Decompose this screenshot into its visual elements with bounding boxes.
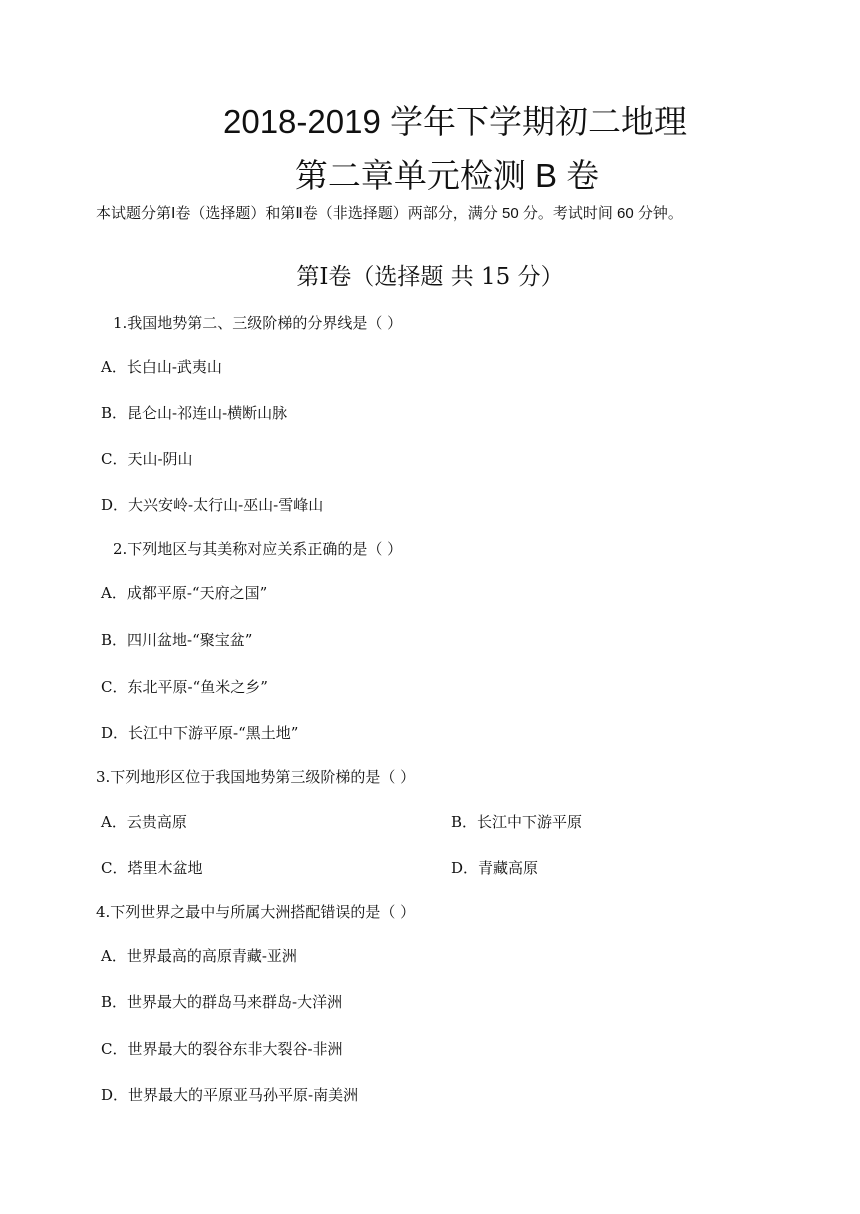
question-3-option-c: C．塔里木盆地	[101, 859, 203, 877]
question-4-option-c: C．世界最大的裂谷东非大裂谷-非洲	[101, 1040, 343, 1058]
question-1-option-a: A．长白山-武夷山	[101, 358, 222, 376]
question-3-option-d: D．青藏高原	[451, 859, 539, 877]
title-line-2: 第二章单元检测 B 卷	[294, 157, 600, 194]
title-line-1: 2018-2019 学年下学期初二地理	[223, 103, 687, 140]
question-4-stem: 4.下列世界之最中与所属大洲搭配错误的是（ ）	[96, 903, 416, 921]
question-1-option-c: C．天山-阴山	[101, 450, 193, 468]
question-3-stem: 3.下列地形区位于我国地势第三级阶梯的是（ ）	[96, 768, 416, 786]
question-4-option-a: A．世界最高的高原青藏-亚洲	[101, 947, 297, 965]
question-2-stem: 2.下列地区与其美称对应关系正确的是（ ）	[113, 540, 403, 558]
question-4-option-d: D．世界最大的平原亚马孙平原-南美洲	[101, 1086, 359, 1104]
section-title: 第Ⅰ卷（选择题 共 15 分）	[296, 264, 564, 290]
question-2-option-c: C．东北平原-“鱼米之乡”	[101, 678, 268, 696]
question-3-option-b: B．长江中下游平原	[451, 813, 583, 831]
question-1-option-d: D．大兴安岭-太行山-巫山-雪峰山	[101, 496, 324, 514]
question-3-option-a: A．云贵高原	[101, 813, 187, 831]
question-2-option-b: B．四川盆地-“聚宝盆”	[101, 631, 253, 649]
question-2-option-a: A．成都平原-“天府之国”	[101, 584, 268, 602]
question-1-option-b: B．昆仑山-祁连山-横断山脉	[101, 404, 288, 422]
question-2-option-d: D．长江中下游平原-“黑土地”	[101, 724, 299, 742]
question-1-stem: 1.我国地势第二、三级阶梯的分界线是（ ）	[113, 314, 403, 332]
intro-text: 本试题分第Ⅰ卷（选择题）和第Ⅱ卷（非选择题）两部分，满分 50 分。考试时间 60 分钟。	[96, 205, 683, 222]
question-4-option-b: B．世界最大的群岛马来群岛-大洋洲	[101, 993, 343, 1011]
